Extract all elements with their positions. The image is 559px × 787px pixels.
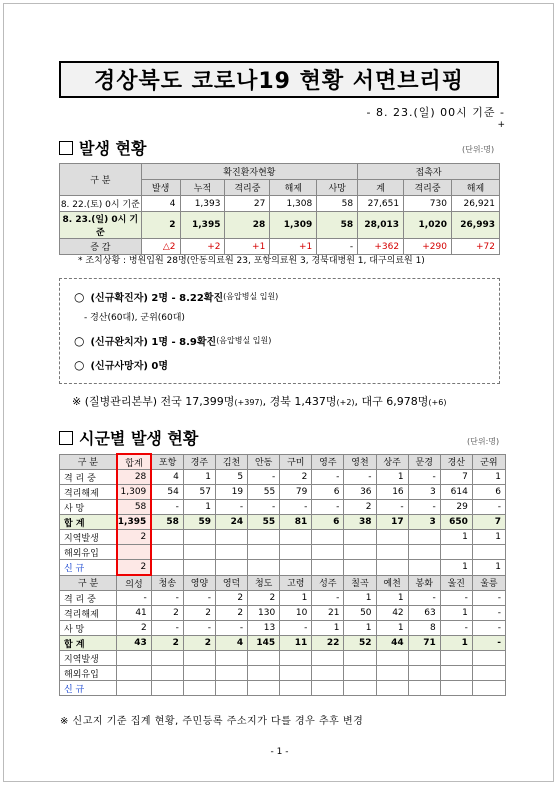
cell: 1 [440, 606, 472, 621]
table-row [60, 530, 506, 545]
cell [312, 666, 344, 681]
cell: △2 [141, 239, 180, 255]
cell [408, 666, 440, 681]
cell: - [280, 621, 312, 636]
cell: 52 [344, 636, 376, 651]
table-row [60, 606, 506, 621]
occurrence-table [59, 163, 500, 255]
page-number: - 1 - [270, 747, 289, 757]
row-label: 사 망 [60, 500, 117, 515]
cell: 19 [215, 485, 247, 500]
cell: 58 [317, 196, 358, 212]
cell: 1 [472, 530, 505, 545]
cell: - [151, 591, 183, 606]
row-label: 해외유입 [60, 545, 117, 560]
cell: +1 [270, 239, 317, 255]
cell: 1 [376, 621, 408, 636]
region-header: 의성 [117, 575, 152, 591]
circle-bullet-icon: ○ [74, 333, 85, 348]
checkbox-square-icon [59, 431, 73, 445]
region-header: 울릉 [472, 575, 505, 591]
cell: 145 [248, 636, 280, 651]
table-row [60, 470, 506, 485]
footnote: ※ 신고지 기준 집계 현황, 주민등록 주소지가 다를 경우 추후 변경 [60, 716, 364, 727]
cell: - [248, 500, 280, 515]
cell [344, 560, 376, 576]
table-row [60, 485, 506, 500]
cell: 11 [280, 636, 312, 651]
region-header: 합계 [117, 454, 152, 470]
region-header: 군위 [472, 454, 505, 470]
row-label: 해외유입 [60, 666, 117, 681]
table-row [60, 621, 506, 636]
cell [215, 681, 247, 696]
region-header: 구미 [280, 454, 312, 470]
row-label: 격리해제 [60, 485, 117, 500]
cell [151, 545, 183, 560]
cell [183, 681, 215, 696]
region-header: 상주 [376, 454, 408, 470]
summary-line-new-recovered: ○ (신규완치자) 1명 - 8.9확진 (음압병실 입원) [74, 333, 272, 348]
cell [215, 530, 247, 545]
cell: - [312, 500, 344, 515]
cell [280, 681, 312, 696]
cell: +290 [404, 239, 452, 255]
base-time: - 8. 23.(일) 00시 기준 - [366, 106, 505, 119]
row-label: 격 리 중 [60, 470, 117, 485]
cell: 81 [280, 515, 312, 530]
cell: 57 [183, 485, 215, 500]
cell: 2 [117, 621, 152, 636]
cell: 17 [376, 515, 408, 530]
cell: 5 [215, 470, 247, 485]
cell [248, 545, 280, 560]
gubun-header: 구 분 [60, 454, 117, 470]
cell [472, 545, 505, 560]
gubun-header: 구 분 [60, 164, 142, 196]
cell: 58 [117, 500, 152, 515]
table-row [60, 651, 506, 666]
cell: 2 [151, 636, 183, 651]
row-label: 합 계 [60, 515, 117, 530]
document-title: 경상북도 코로나19 현황 서면브리핑 [59, 61, 499, 98]
cell: 2 [215, 606, 247, 621]
region-header: 성주 [312, 575, 344, 591]
cell [183, 560, 215, 576]
region-header: 예천 [376, 575, 408, 591]
cell: 2 [151, 606, 183, 621]
cell: - [151, 621, 183, 636]
cell [151, 666, 183, 681]
cell [376, 681, 408, 696]
cell: 1 [376, 591, 408, 606]
kcdc-note: ※ (질병관리본부) 전국 17,399명(+397), 경북 1,437명(+2), 대구 6,978명(+6) [72, 395, 447, 408]
cell: - [344, 470, 376, 485]
cell: 63 [408, 606, 440, 621]
col-header: 누적 [180, 180, 225, 196]
cell: 1 [312, 621, 344, 636]
cell [440, 681, 472, 696]
cell: 28 [117, 470, 152, 485]
region-header: 영양 [183, 575, 215, 591]
table-header-row [60, 575, 506, 591]
cell: 7 [440, 470, 472, 485]
cell: - [472, 606, 505, 621]
cell: 71 [408, 636, 440, 651]
cell: - [472, 621, 505, 636]
cell [408, 681, 440, 696]
table-row [60, 212, 500, 239]
cell [215, 651, 247, 666]
cell: 6 [312, 485, 344, 500]
row-label: 8. 22.(토) 0시 기준 [60, 196, 142, 212]
table-header-row [60, 454, 506, 470]
cell: 55 [248, 485, 280, 500]
cell: +72 [451, 239, 499, 255]
cell: 16 [376, 485, 408, 500]
cell: - [248, 470, 280, 485]
cell: 3 [408, 485, 440, 500]
cell: - [472, 636, 505, 651]
cell: 59 [183, 515, 215, 530]
cell: 1 [440, 530, 472, 545]
cell [280, 560, 312, 576]
region-header: 영천 [344, 454, 376, 470]
table-row [60, 196, 500, 212]
unit-label: (단위:명) [462, 145, 495, 154]
cell: 28 [225, 212, 270, 239]
col-header: 해제 [270, 180, 317, 196]
cell: 1 [344, 621, 376, 636]
cell: 1,309 [270, 212, 317, 239]
cell [248, 651, 280, 666]
cell: 36 [344, 485, 376, 500]
cell [151, 681, 183, 696]
cell: 1 [472, 560, 505, 576]
cell: - [408, 591, 440, 606]
cell: 1,393 [180, 196, 225, 212]
cell: - [440, 621, 472, 636]
cell: 1,020 [404, 212, 452, 239]
gubun-header: 구 분 [60, 575, 117, 591]
cell: - [472, 591, 505, 606]
cell: 3 [408, 515, 440, 530]
region-header: 봉화 [408, 575, 440, 591]
cell: 2 [280, 470, 312, 485]
cell [215, 545, 247, 560]
cell [183, 545, 215, 560]
row-label: 증 감 [60, 239, 142, 255]
plus-mark: + [497, 120, 505, 130]
cell: - [317, 239, 358, 255]
summary-box [59, 278, 500, 384]
col-header: 사망 [317, 180, 358, 196]
cell [408, 651, 440, 666]
table-row [60, 500, 506, 515]
region-header: 안동 [248, 454, 280, 470]
circle-bullet-icon: ○ [74, 357, 85, 372]
summary-line-new-deaths: ○ (신규사망자) 0명 [74, 357, 169, 372]
cell [344, 666, 376, 681]
region-table [59, 453, 506, 696]
cell: 44 [376, 636, 408, 651]
row-label: 신 규 [60, 681, 117, 696]
cell: 4 [151, 470, 183, 485]
cell [376, 530, 408, 545]
cell: 1 [472, 470, 505, 485]
table-row [60, 636, 506, 651]
table-row [60, 666, 506, 681]
cell: 29 [440, 500, 472, 515]
cell: 58 [317, 212, 358, 239]
cell: 21 [312, 606, 344, 621]
cell: 2 [141, 212, 180, 239]
cell: 614 [440, 485, 472, 500]
cell [312, 651, 344, 666]
cell: 1 [280, 591, 312, 606]
cell [117, 666, 152, 681]
cell [117, 545, 152, 560]
row-label: 합 계 [60, 636, 117, 651]
table-row [60, 515, 506, 530]
cell [408, 530, 440, 545]
circle-bullet-icon: ○ [74, 289, 85, 304]
cell: - [151, 500, 183, 515]
cell: 2 [117, 530, 152, 545]
cell [312, 530, 344, 545]
cell: 4 [215, 636, 247, 651]
region-header: 울진 [440, 575, 472, 591]
cell [408, 545, 440, 560]
row-label: 신 규 [60, 560, 117, 576]
cell: 50 [344, 606, 376, 621]
cell: 7 [472, 515, 505, 530]
cell [248, 681, 280, 696]
cell: 2 [248, 591, 280, 606]
cell: 28,013 [358, 212, 404, 239]
region-header: 경산 [440, 454, 472, 470]
cell [183, 651, 215, 666]
row-label: 사 망 [60, 621, 117, 636]
cell [151, 530, 183, 545]
cell [183, 530, 215, 545]
cell [344, 651, 376, 666]
cell [344, 545, 376, 560]
cell [151, 651, 183, 666]
cell: 26,921 [451, 196, 499, 212]
cell: 1 [440, 636, 472, 651]
region-header: 영주 [312, 454, 344, 470]
section-region-heading: 시군별 발생 현황 [59, 426, 198, 449]
cell [312, 545, 344, 560]
cell [280, 545, 312, 560]
cell: 6 [472, 485, 505, 500]
cell: - [472, 500, 505, 515]
region-header: 포항 [151, 454, 183, 470]
row-label: 격 리 중 [60, 591, 117, 606]
cell [344, 530, 376, 545]
table-row [60, 545, 506, 560]
section-occurrence-heading: 발생 현황 [59, 136, 146, 159]
cell [117, 681, 152, 696]
cell: 26,993 [451, 212, 499, 239]
cell: 4 [141, 196, 180, 212]
table-row [60, 681, 506, 696]
region-header: 고령 [280, 575, 312, 591]
cell: - [312, 470, 344, 485]
cell [376, 560, 408, 576]
cell: - [408, 470, 440, 485]
cell: 55 [248, 515, 280, 530]
col-header: 격리중 [404, 180, 452, 196]
cell [376, 651, 408, 666]
cell: 1,395 [180, 212, 225, 239]
cell [376, 545, 408, 560]
cell: 42 [376, 606, 408, 621]
cell: - [440, 591, 472, 606]
cell: 2 [117, 560, 152, 576]
region-header: 경주 [183, 454, 215, 470]
cell [376, 666, 408, 681]
cell: 650 [440, 515, 472, 530]
cell [280, 666, 312, 681]
cell [408, 560, 440, 576]
cell [312, 681, 344, 696]
col-header: 발생 [141, 180, 180, 196]
checkbox-square-icon [59, 141, 73, 155]
cell: 6 [312, 515, 344, 530]
col-header: 해제 [451, 180, 499, 196]
row-label: 지역발생 [60, 651, 117, 666]
cell [117, 651, 152, 666]
cell: 1 [183, 500, 215, 515]
unit-label: (단위:명) [467, 437, 500, 446]
row-label: 격리해제 [60, 606, 117, 621]
cell: 1 [376, 470, 408, 485]
cell: 1 [440, 560, 472, 576]
cell [472, 666, 505, 681]
cell: - [376, 500, 408, 515]
row-label: 지역발생 [60, 530, 117, 545]
summary-line-new-confirmed: ○ (신규확진자) 2명 - 8.22확진 (음압병실 입원) [74, 289, 279, 304]
cell [215, 560, 247, 576]
cell: 1 [183, 470, 215, 485]
cell: +2 [180, 239, 225, 255]
cell: 2 [183, 636, 215, 651]
cell [280, 651, 312, 666]
cell: 730 [404, 196, 452, 212]
cell [151, 560, 183, 576]
cell: 22 [312, 636, 344, 651]
table-row [60, 591, 506, 606]
cell [440, 666, 472, 681]
cell: - [215, 621, 247, 636]
cell [472, 651, 505, 666]
cell [472, 681, 505, 696]
cell: 27,651 [358, 196, 404, 212]
cell [440, 545, 472, 560]
col-header: 격리중 [225, 180, 270, 196]
cell [215, 666, 247, 681]
cell [248, 530, 280, 545]
cell: 27 [225, 196, 270, 212]
cell [248, 560, 280, 576]
cell [248, 666, 280, 681]
cell: 43 [117, 636, 152, 651]
summary-line-regions: - 경산(60대), 군위(60대) [84, 313, 185, 323]
cell: 1,308 [270, 196, 317, 212]
cell: - [408, 500, 440, 515]
cell: - [312, 591, 344, 606]
cell [312, 560, 344, 576]
cell [183, 666, 215, 681]
cell: +362 [358, 239, 404, 255]
cell [344, 681, 376, 696]
cell: +1 [225, 239, 270, 255]
row-label: 8. 23.(일) 0시 기준 [60, 212, 142, 239]
col-header: 계 [358, 180, 404, 196]
region-header: 문경 [408, 454, 440, 470]
cell: - [183, 591, 215, 606]
cell: 41 [117, 606, 152, 621]
cell: 79 [280, 485, 312, 500]
cell: 58 [151, 515, 183, 530]
cell: 2 [344, 500, 376, 515]
region-header: 영덕 [215, 575, 247, 591]
cell: - [280, 500, 312, 515]
cell: 8 [408, 621, 440, 636]
confirmed-group-header: 확진환자현황 [141, 164, 357, 180]
cell [440, 651, 472, 666]
cell: 130 [248, 606, 280, 621]
cell: 1,309 [117, 485, 152, 500]
region-header: 김천 [215, 454, 247, 470]
cell: 38 [344, 515, 376, 530]
table-row [60, 560, 506, 576]
cell: 1,395 [117, 515, 152, 530]
region-header: 청송 [151, 575, 183, 591]
treatment-note: * 조치상황 : 병원입원 28명(안동의료원 23, 포항의료원 3, 경북대병원 1, 대구의료원 1) [78, 256, 425, 266]
cell: - [215, 500, 247, 515]
cell: 54 [151, 485, 183, 500]
cell: 1 [344, 591, 376, 606]
cell [280, 530, 312, 545]
cell: - [117, 591, 152, 606]
cell: 24 [215, 515, 247, 530]
cell: 2 [215, 591, 247, 606]
cell: - [183, 621, 215, 636]
cell: 13 [248, 621, 280, 636]
region-header: 청도 [248, 575, 280, 591]
contact-group-header: 접촉자 [358, 164, 500, 180]
cell: 2 [183, 606, 215, 621]
region-header: 칠곡 [344, 575, 376, 591]
cell: 10 [280, 606, 312, 621]
